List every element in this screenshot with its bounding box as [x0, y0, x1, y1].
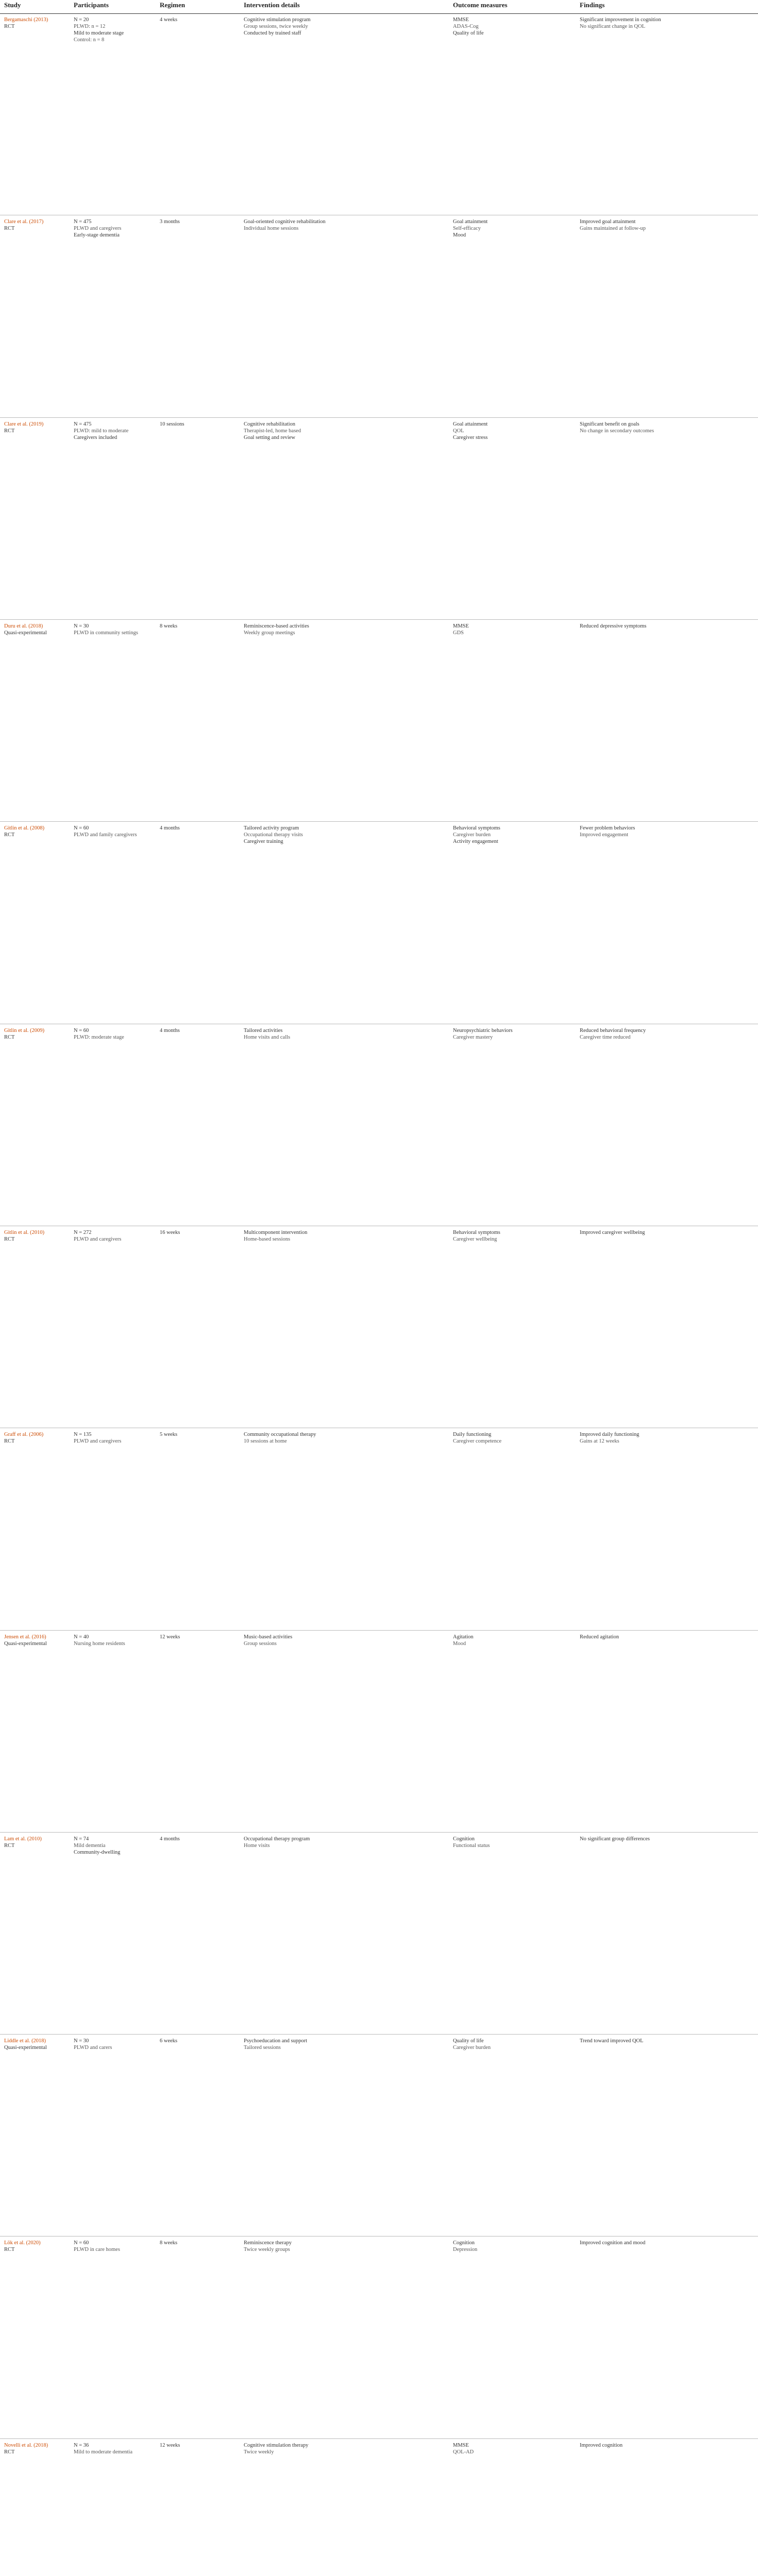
findings-line: Caregiver time reduced [580, 1034, 631, 1040]
participants-line: N = 36 [74, 2442, 89, 2448]
intervention-line: Home visits [244, 1842, 270, 1849]
study-design: RCT [4, 2247, 15, 2253]
intervention-line: Therapist-led, home based [244, 428, 301, 434]
findings-line: No change in secondary outcomes [580, 428, 654, 434]
participants-line: Early-stage dementia [74, 232, 120, 239]
participants-line: N = 475 [74, 219, 92, 225]
header-outcome: Outcome measures [453, 1, 508, 9]
study-design: Quasi-experimental [4, 2045, 47, 2051]
study-cell [4, 16, 70, 213]
table-row [0, 2236, 758, 2438]
table-row [0, 1631, 758, 1833]
participants-cell [74, 421, 156, 618]
study-cell [4, 2038, 70, 2234]
intervention-cell [244, 2038, 450, 2234]
outcome-cell [453, 218, 577, 415]
participants-line: N = 60 [74, 1027, 89, 1033]
participants-line: PLWD: moderate stage [74, 1034, 124, 1040]
header-study: Study [4, 1, 21, 9]
outcome-line: Caregiver competence [453, 1438, 502, 1445]
participants-cell [74, 1836, 156, 2032]
outcome-line: Caregiver stress [453, 434, 488, 440]
findings-line: Improved engagement [580, 832, 629, 838]
participants-cell [74, 218, 156, 415]
study-design: RCT [4, 1438, 15, 1445]
participants-cell [74, 1431, 156, 1628]
intervention-line: Goal setting and review [244, 434, 296, 440]
participants-line: PLWD and carers [74, 2045, 112, 2051]
participants-line: N = 60 [74, 2240, 89, 2246]
findings-cell [580, 218, 755, 415]
regimen-cell [160, 1027, 241, 1224]
intervention-cell [244, 2240, 450, 2436]
intervention-cell [244, 218, 450, 415]
regimen-cell [160, 2240, 241, 2436]
outcome-line: Neuropsychiatric behaviors [453, 1027, 513, 1033]
study-cell [4, 421, 70, 618]
intervention-line: Home-based sessions [244, 1236, 291, 1242]
findings-line: Improved cognition [580, 2442, 623, 2448]
participants-line: PLWD and caregivers [74, 226, 122, 232]
outcome-cell [453, 623, 577, 820]
study-cell [4, 1836, 70, 2032]
outcome-cell [453, 1229, 577, 1426]
findings-line: Improved daily functioning [580, 1432, 639, 1438]
outcome-line: Caregiver mastery [453, 1034, 493, 1040]
regimen-text: 8 weeks [160, 623, 178, 629]
findings-cell [580, 16, 755, 213]
findings-cell [580, 1634, 755, 1831]
intervention-cell [244, 1836, 450, 2032]
outcome-line: Depression [453, 2247, 478, 2253]
outcome-line: Goal attainment [453, 219, 488, 225]
outcome-line: Mood [453, 1640, 466, 1647]
regimen-cell [160, 1229, 241, 1426]
table-row [0, 1428, 758, 1630]
participants-line: N = 40 [74, 1634, 89, 1640]
participants-line: Mild to moderate stage [74, 30, 124, 36]
regimen-cell [160, 218, 241, 415]
outcome-cell [453, 1836, 577, 2032]
intervention-line: Occupational therapy program [244, 1836, 310, 1842]
intervention-line: Home visits and calls [244, 1034, 291, 1040]
findings-line: Fewer problem behaviors [580, 825, 635, 832]
table-row [0, 2035, 758, 2236]
findings-cell [580, 2038, 755, 2234]
participants-cell [74, 1229, 156, 1426]
participants-cell [74, 1027, 156, 1224]
findings-line: Improved goal attainment [580, 219, 636, 225]
intervention-line: Weekly group meetings [244, 630, 295, 636]
study-link[interactable]: Lam et al. (2010) [4, 1836, 42, 1842]
study-cell [4, 1229, 70, 1426]
study-link[interactable]: Liddle et al. (2018) [4, 2038, 46, 2044]
findings-line: Gains maintained at follow-up [580, 226, 646, 232]
intervention-line: Tailored activity program [244, 825, 299, 832]
regimen-cell [160, 421, 241, 618]
study-cell [4, 218, 70, 415]
participants-line: Nursing home residents [74, 1640, 125, 1647]
participants-line: Caregivers included [74, 434, 117, 440]
outcome-line: MMSE [453, 2442, 469, 2448]
study-design: RCT [4, 24, 15, 29]
findings-cell [580, 623, 755, 820]
intervention-line: Music-based activities [244, 1634, 293, 1640]
participants-cell [74, 2240, 156, 2436]
regimen-cell [160, 16, 241, 213]
study-link[interactable]: Gitlin et al. (2008) [4, 825, 45, 832]
regimen-text: 12 weeks [160, 2442, 180, 2448]
regimen-cell [160, 2038, 241, 2234]
participants-line: PLWD and caregivers [74, 1438, 122, 1445]
findings-cell [580, 1836, 755, 2032]
regimen-text: 4 months [160, 1027, 180, 1033]
table-row [0, 1024, 758, 1226]
intervention-line: Twice weekly groups [244, 2247, 290, 2253]
regimen-cell [160, 623, 241, 820]
participants-line: Mild to moderate dementia [74, 2449, 133, 2455]
table-row [0, 2439, 758, 2576]
findings-cell [580, 2240, 755, 2436]
study-design: RCT [4, 1236, 15, 1242]
outcome-line: ADAS-Cog [453, 24, 479, 29]
findings-cell [580, 2442, 755, 2576]
findings-line: Gains at 12 weeks [580, 1438, 619, 1445]
participants-line: PLWD and caregivers [74, 1236, 122, 1242]
regimen-text: 10 sessions [160, 421, 184, 427]
participants-line: PLWD: mild to moderate [74, 428, 129, 434]
participants-line: Mild dementia [74, 1842, 106, 1849]
participants-cell [74, 2442, 156, 2576]
participants-line: PLWD: n = 12 [74, 24, 106, 29]
intervention-cell [244, 2442, 450, 2576]
participants-line: N = 272 [74, 1229, 92, 1235]
outcome-cell [453, 825, 577, 1022]
study-design: RCT [4, 2449, 15, 2455]
outcome-line: Behavioral symptoms [453, 825, 500, 832]
outcome-cell [453, 2240, 577, 2436]
study-link[interactable]: Gitlin et al. (2010) [4, 1229, 45, 1235]
outcome-line: Functional status [453, 1842, 490, 1849]
study-cell [4, 623, 70, 820]
participants-line: N = 135 [74, 1432, 92, 1438]
intervention-line: Cognitive rehabilitation [244, 421, 296, 427]
findings-line: Significant benefit on goals [580, 421, 639, 427]
intervention-line: Group sessions, twice weekly [244, 24, 308, 29]
findings-line: Reduced agitation [580, 1634, 619, 1640]
study-cell [4, 1634, 70, 1831]
intervention-cell [244, 1431, 450, 1628]
participants-line: Control: n = 8 [74, 37, 105, 43]
regimen-cell [160, 1634, 241, 1831]
outcome-line: Cognition [453, 2240, 475, 2246]
participants-line: PLWD in community settings [74, 630, 138, 636]
intervention-line: Tailored activities [244, 1027, 283, 1033]
intervention-line: Psychoeducation and support [244, 2038, 308, 2044]
regimen-cell [160, 825, 241, 1022]
outcome-line: Goal attainment [453, 421, 488, 427]
outcome-cell [453, 2442, 577, 2576]
study-cell [4, 2240, 70, 2436]
outcome-line: GDS [453, 630, 464, 636]
findings-line: No significant change in QOL [580, 24, 646, 29]
study-link[interactable]: Clare et al. (2019) [4, 421, 44, 427]
study-link[interactable]: Graff et al. (2006) [4, 1432, 44, 1438]
participants-cell [74, 825, 156, 1022]
intervention-cell [244, 1634, 450, 1831]
study-link[interactable]: Gitlin et al. (2009) [4, 1027, 45, 1033]
intervention-line: Twice weekly [244, 2449, 274, 2455]
regimen-text: 4 months [160, 825, 180, 832]
study-design: RCT [4, 1842, 15, 1849]
regimen-cell [160, 1431, 241, 1628]
outcome-line: QOL-AD [453, 2449, 474, 2455]
participants-cell [74, 16, 156, 213]
participants-line: Community-dwelling [74, 1849, 121, 1855]
intervention-cell [244, 421, 450, 618]
header-regimen: Regimen [160, 1, 186, 9]
outcome-line: Caregiver burden [453, 832, 491, 838]
findings-line: No significant group differences [580, 1836, 650, 1842]
participants-line: N = 74 [74, 1836, 89, 1842]
intervention-line: Cognitive stimulation program [244, 17, 311, 23]
findings-cell [580, 1027, 755, 1224]
regimen-text: 6 weeks [160, 2038, 178, 2044]
outcome-cell [453, 16, 577, 213]
table-row [0, 620, 758, 822]
header-findings: Findings [580, 1, 605, 9]
table-row [0, 1833, 758, 2035]
study-link[interactable]: Duru et al. (2018) [4, 623, 43, 629]
study-design: Quasi-experimental [4, 1640, 47, 1647]
outcome-line: QOL [453, 428, 464, 434]
outcome-line: Caregiver wellbeing [453, 1236, 497, 1242]
regimen-cell [160, 1836, 241, 2032]
intervention-line: Occupational therapy visits [244, 832, 303, 838]
participants-line: N = 475 [74, 421, 92, 427]
participants-line: N = 20 [74, 17, 89, 23]
outcome-line: Activity engagement [453, 839, 498, 845]
findings-line: Improved cognition and mood [580, 2240, 646, 2246]
study-link[interactable]: Clare et al. (2017) [4, 219, 44, 225]
intervention-line: Community occupational therapy [244, 1432, 316, 1438]
outcome-cell [453, 421, 577, 618]
findings-cell [580, 421, 755, 618]
participants-line: N = 30 [74, 623, 89, 629]
findings-line: Improved caregiver wellbeing [580, 1229, 645, 1235]
table-row [0, 418, 758, 620]
study-design: RCT [4, 226, 15, 232]
outcome-line: Mood [453, 232, 466, 239]
table-row [0, 1226, 758, 1428]
outcome-line: MMSE [453, 17, 469, 23]
study-design: RCT [4, 428, 15, 434]
study-design: RCT [4, 1034, 15, 1040]
header-intervention: Intervention details [244, 1, 300, 9]
outcome-cell [453, 1027, 577, 1224]
intervention-cell [244, 16, 450, 213]
intervention-cell [244, 1229, 450, 1426]
participants-cell [74, 1634, 156, 1831]
intervention-line: 10 sessions at home [244, 1438, 287, 1445]
regimen-text: 12 weeks [160, 1634, 180, 1640]
header-participants: Participants [74, 1, 109, 9]
regimen-cell [160, 2442, 241, 2576]
outcome-line: Daily functioning [453, 1432, 492, 1438]
study-link[interactable]: Lök et al. (2020) [4, 2240, 41, 2246]
study-cell [4, 1431, 70, 1628]
intervention-line: Group sessions [244, 1640, 277, 1647]
participants-line: N = 30 [74, 2038, 89, 2044]
study-cell [4, 2442, 70, 2576]
study-link[interactable]: Jensen et al. (2016) [4, 1634, 46, 1640]
table-row [0, 822, 758, 1024]
outcome-line: MMSE [453, 623, 469, 629]
outcome-line: Quality of life [453, 2038, 484, 2044]
outcome-line: Agitation [453, 1634, 474, 1640]
intervention-line: Tailored sessions [244, 2045, 281, 2051]
study-cell [4, 1027, 70, 1224]
table-row [0, 13, 758, 215]
study-link[interactable]: Bergamaschi (2013) [4, 17, 48, 23]
findings-cell [580, 1431, 755, 1628]
intervention-line: Conducted by trained staff [244, 30, 301, 36]
intervention-line: Individual home sessions [244, 226, 299, 232]
participants-line: PLWD in care homes [74, 2247, 120, 2253]
participants-cell [74, 623, 156, 820]
intervention-line: Reminiscence therapy [244, 2240, 292, 2246]
outcome-line: Cognition [453, 1836, 475, 1842]
outcome-line: Caregiver burden [453, 2045, 491, 2051]
intervention-cell [244, 1027, 450, 1224]
study-link[interactable]: Novelli et al. (2018) [4, 2442, 48, 2448]
outcome-line: Quality of life [453, 30, 484, 36]
intervention-line: Caregiver training [244, 839, 283, 845]
findings-line: Reduced depressive symptoms [580, 623, 647, 629]
regimen-text: 8 weeks [160, 2240, 178, 2246]
outcome-line: Behavioral symptoms [453, 1229, 500, 1235]
findings-cell [580, 1229, 755, 1426]
study-design: RCT [4, 832, 15, 838]
regimen-text: 3 months [160, 219, 180, 225]
study-design: Quasi-experimental [4, 630, 47, 636]
findings-line: Significant improvement in cognition [580, 17, 661, 23]
intervention-line: Goal-oriented cognitive rehabilitation [244, 219, 326, 225]
participants-line: N = 60 [74, 825, 89, 832]
regimen-text: 4 weeks [160, 17, 178, 23]
table-row [0, 215, 758, 417]
findings-line: Reduced behavioral frequency [580, 1027, 646, 1033]
findings-cell [580, 825, 755, 1022]
outcome-cell [453, 1431, 577, 1628]
outcome-cell [453, 2038, 577, 2234]
intervention-line: Cognitive stimulation therapy [244, 2442, 309, 2448]
intervention-line: Reminiscence-based activities [244, 623, 309, 629]
outcome-cell [453, 1634, 577, 1831]
participants-line: PLWD and family caregivers [74, 832, 137, 838]
findings-line: Trend toward improved QOL [580, 2038, 644, 2044]
study-cell [4, 825, 70, 1022]
intervention-cell [244, 825, 450, 1022]
regimen-text: 16 weeks [160, 1229, 180, 1235]
outcome-line: Self-efficacy [453, 226, 481, 232]
intervention-cell [244, 623, 450, 820]
table-header [0, 0, 758, 14]
intervention-line: Multicomponent intervention [244, 1229, 308, 1235]
regimen-text: 4 months [160, 1836, 180, 1842]
participants-cell [74, 2038, 156, 2234]
regimen-text: 5 weeks [160, 1432, 178, 1438]
